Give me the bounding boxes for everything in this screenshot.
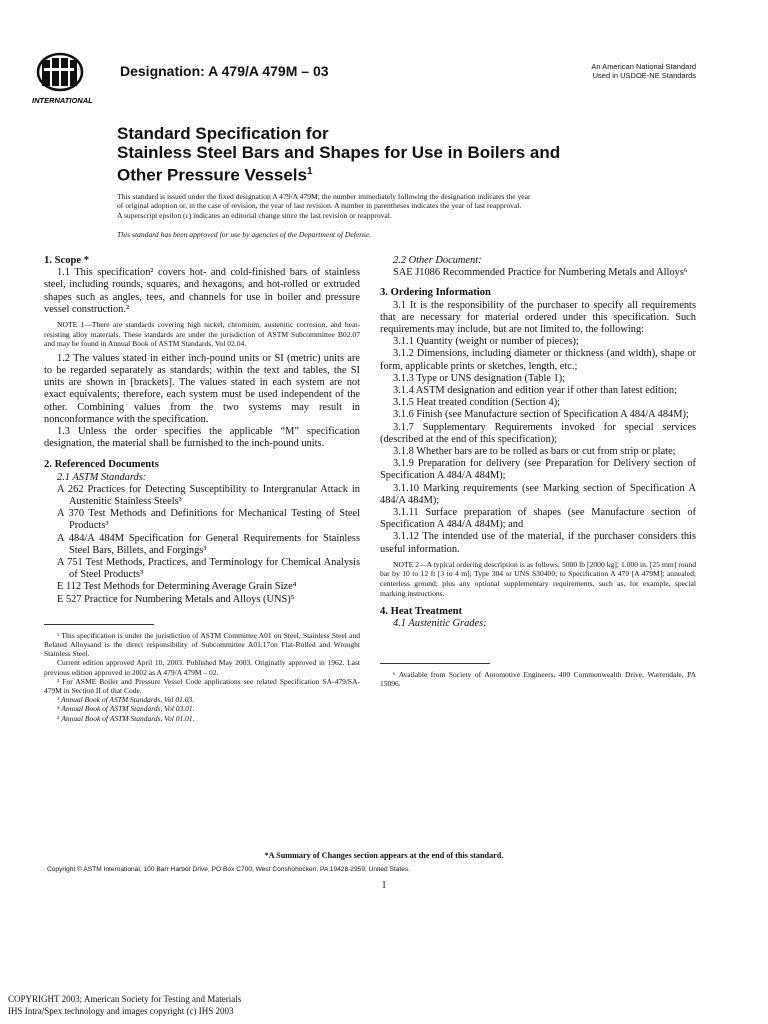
notice-line1: This standard is issued under the fixed designation A 479/A 479M; the number immediately following the designation indicates the year bbox=[117, 192, 531, 201]
designation: Designation: A 479/A 479M – 03 bbox=[120, 63, 329, 79]
logo-text: INTERNATIONAL bbox=[32, 96, 93, 105]
para-3-1-4: 3.1.4 ASTM designation and edition year if other than latest edition; bbox=[393, 385, 677, 397]
footnote-rule bbox=[44, 624, 154, 625]
para-3-1-5: 3.1.5 Heat treated condition (Section 4); bbox=[393, 397, 561, 409]
title-line2: Stainless Steel Bars and Shapes for Use in Boilers and bbox=[117, 143, 561, 162]
left-column bbox=[44, 255, 360, 723]
para-3-1-2: 3.1.2 Dimensions, including diameter or thickness (and width), shape or form, applicable prints or sketches, length, etc.; bbox=[380, 348, 696, 372]
right-column bbox=[380, 255, 696, 688]
footnote-6: ⁶ Available from Society of Automotive Engineers, 400 Commonwealth Drive, Warrendale, PA 15096. bbox=[380, 669, 696, 688]
page-number: 1 bbox=[381, 880, 387, 891]
bottom-copyright-line1: COPYRIGHT 2003; American Society for Testing and Materials bbox=[8, 994, 242, 1004]
para-2-1: 2.1 ASTM Standards: bbox=[57, 471, 147, 483]
para-4-1: 4.1 Austenitic Grades: bbox=[393, 618, 487, 630]
notice-line2: of original adoption or, in the case of revision, the year of last revision. A number in parentheses indicates the year of last reapproval. bbox=[117, 201, 522, 211]
para-3-1-1: 3.1.1 Quantity (weight or number of pieces); bbox=[393, 336, 579, 348]
note-2: NOTE 2—A typical ordering description is as follows: 5000 lb [2000 kg]; 1.000 in. [25 mm] round bar by 10 to 12 ft [3 to 4 m]; Type 304 or UNS S30400; to Specification A 479 [A 479M]; annealed; centerless ground; plus any optional supplementary requirements, such as, for example, special marking instructions. bbox=[380, 559, 696, 598]
footnote-3: ³ Annual Book of ASTM Standards, Vol 01.03. bbox=[57, 695, 195, 705]
ref-a262: A 262 Practices for Detecting Susceptibility to Intergranular Attack in Austenitic Stainless Steels³ bbox=[57, 483, 360, 508]
footnote-5: ⁵ Annual Book of ASTM Standards, Vol 01.01. bbox=[57, 713, 195, 723]
para-1-2: 1.2 The values stated in either inch-pound units or SI (metric) units are to be regarded separately as standards; within the text and tables, the SI units are shown in [brackets]. The values stated in each system are not exact equivalents; therefore, each system must be used independent of the other. Combining values from the two systems may result in nonconformance with the specification. bbox=[44, 352, 360, 425]
astm-copyright: Copyright © ASTM International, 100 Barr Harbor Drive, PO Box C700, West Conshohocken, PA 19428-2959, United States. bbox=[47, 866, 411, 873]
para-3-1-12: 3.1.12 The intended use of the material, if the purchaser considers this useful information. bbox=[380, 531, 696, 555]
para-3-1-8: 3.1.8 Whether bars are to be rolled as bars or cut from strip or plate; bbox=[393, 446, 676, 458]
national-standard-note bbox=[591, 62, 696, 80]
para-3-1: 3.1 It is the responsibility of the purchaser to specify all requirements that are necessary for material ordered under this specification. Such requirements may include, but are not limited to, the following: bbox=[380, 299, 696, 336]
astm-logo bbox=[30, 50, 110, 106]
bottom-copyright-line2: IHS Intra/Spex technology and images copyright (c) IHS 2003 bbox=[8, 1006, 234, 1016]
para-3-1-10: 3.1.10 Marking requirements (see Marking section of Specification A 484/A 484M); bbox=[380, 482, 696, 506]
distribution-copyright bbox=[8, 993, 241, 1017]
ref-a484: A 484/A 484M Specification for General Requirements for Stainless Steel Bars, Billets, and Forgings³ bbox=[57, 532, 360, 556]
notice-line3: A superscript epsilon (ε) indicates an editorial change since the last revision or reapproval. bbox=[117, 210, 392, 220]
ref-e527: E 527 Practice for Numbering Metals and Alloys (UNS)⁵ bbox=[57, 593, 295, 605]
ref-e112: E 112 Test Methods for Determining Average Grain Size⁴ bbox=[57, 581, 297, 593]
title-line3-text: Other Pressure Vessels bbox=[117, 165, 307, 185]
ref-a370: A 370 Test Methods and Definitions for Mechanical Testing of Steel Products³ bbox=[57, 508, 360, 532]
para-3-1-11: 3.1.11 Surface preparation of shapes (see Manufacture section of Specification A 484/A 484M); and bbox=[380, 507, 696, 531]
title-line1: Standard Specification for bbox=[117, 124, 329, 143]
footnote-2: ² For ASME Boiler and Pressure Vessel Code applications see related Specification SA-479/SA-479M in Section II of that Code. bbox=[44, 676, 360, 696]
dod-approval: This standard has been approved for use by agencies of the Department of Defense. bbox=[117, 230, 372, 239]
footnote-4: ⁴ Annual Book of ASTM Standards, Vol 03.01. bbox=[57, 704, 195, 714]
para-3-1-3: 3.1.3 Type or UNS designation (Table 1); bbox=[393, 372, 566, 384]
note-1: NOTE 1—There are standards covering high nickel, chromium, austenitic corrosion, and heat-resisting alloy materials. These standards are under the jurisdiction of ASTM Subcommittee B02.07 and may be found in Annual Book of ASTM Standards, Vol 02.04. bbox=[44, 320, 360, 349]
section-2-heading: 2. Referenced Documents bbox=[44, 459, 159, 471]
ref-a751: A 751 Test Methods, Practices, and Terminology for Chemical Analysis of Steel Products³ bbox=[57, 557, 360, 581]
section-3-heading: 3. Ordering Information bbox=[380, 287, 491, 299]
natstd-line1: An American National Standard bbox=[591, 62, 696, 71]
natstd-line2: Used in USDOE-NE Standards bbox=[592, 71, 696, 80]
para-1-1: 1.1 This specification² covers hot- and cold-finished bars of stainless steel, including rounds, squares, and hexagons, and hot-rolled or extruded shapes such as angles, tees, and channels for use in boiler and pressure vessel construction.² bbox=[44, 267, 360, 315]
footnote-1b: Current edition approved April 10, 2003. Published May 2003. Originally approved in 1962. Last previous edition approved in 2002 as A 479/A 479M – 02. bbox=[44, 658, 360, 677]
ref-sae-j1086: SAE J1086 Recommended Practice for Numbering Metals and Alloys⁶ bbox=[393, 267, 688, 279]
para-3-1-7: 3.1.7 Supplementary Requirements invoked for special services (described at the end of this specification); bbox=[380, 421, 696, 445]
para-2-2: 2.2 Other Document: bbox=[393, 255, 482, 266]
para-3-1-9: 3.1.9 Preparation for delivery (see Preparation for Delivery section of Specification A 484/A 484M); bbox=[380, 458, 696, 482]
section-4-heading: 4. Heat Treatment bbox=[380, 606, 463, 618]
summary-of-changes-note: *A Summary of Changes section appears at the end of this standard. bbox=[264, 851, 504, 860]
section-1-heading: 1. Scope * bbox=[44, 255, 90, 266]
document-title bbox=[117, 124, 560, 185]
footnote-rule-right bbox=[380, 663, 490, 664]
footnote-1: ¹ This specification is under the jurisdiction of ASTM Committee A01 on Steel, Stainless Steel and Related Alloysand is the direct responsibility of Subcommittee A01.17on Flat-Rolled and Wrought Stainless Steel. bbox=[44, 630, 360, 659]
para-1-3: 1.3 Unless the order specifies the applicable “M” specification designation, the material shall be furnished to the inch-pound units. bbox=[44, 426, 360, 450]
title-line3 bbox=[117, 162, 560, 185]
para-3-1-6: 3.1.6 Finish (see Manufacture section of Specification A 484/A 484M); bbox=[393, 409, 689, 421]
title-footnote-ref: 1 bbox=[306, 166, 313, 177]
issuance-notice bbox=[117, 192, 657, 220]
